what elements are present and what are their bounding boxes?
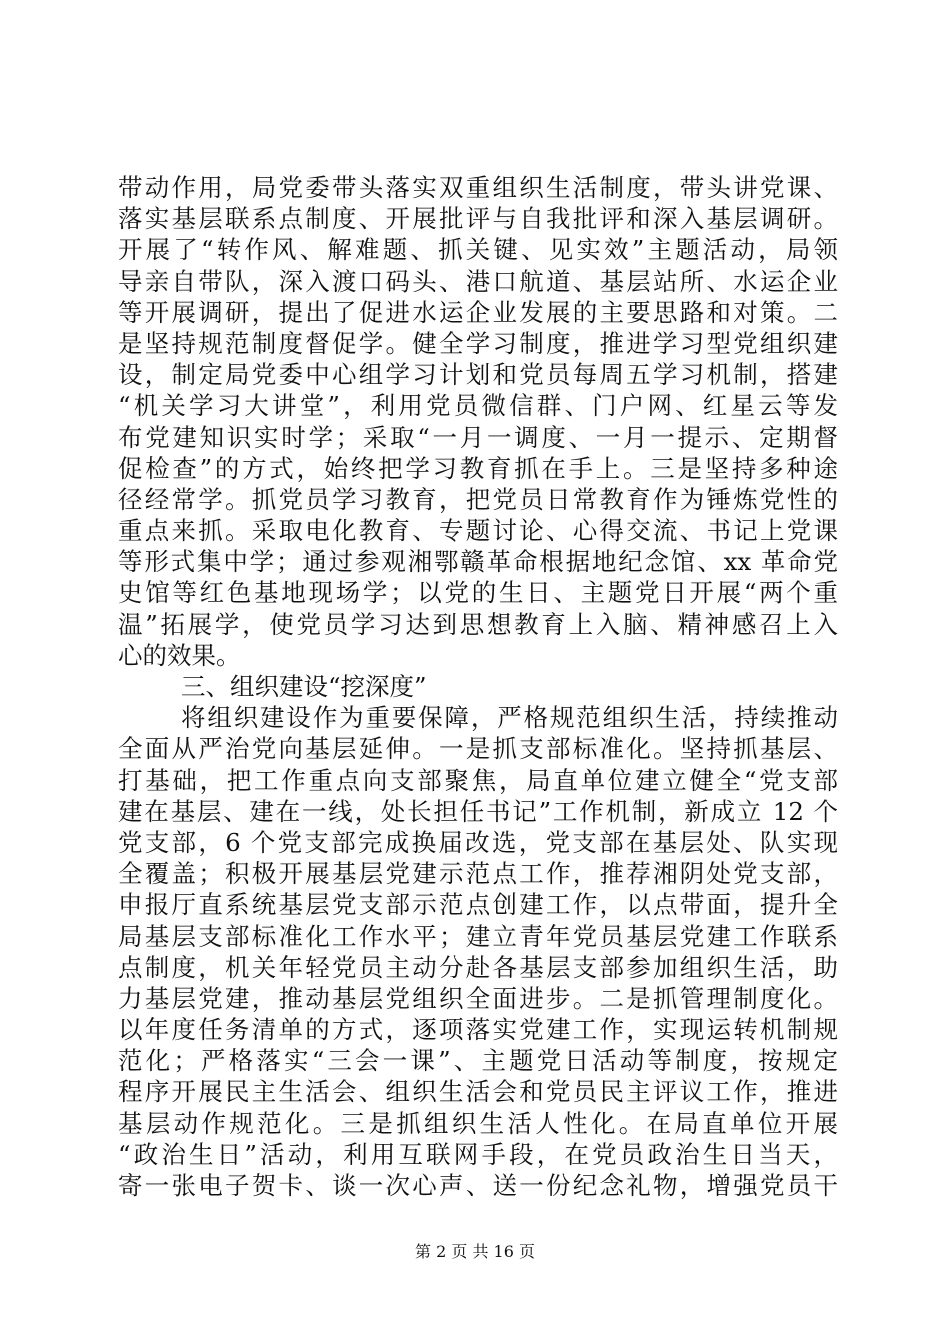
text-line: 心的效果。 (118, 640, 241, 670)
text-line: 布党建知识实时学；采取“一月一调度、一月一提示、定期督 (118, 422, 838, 452)
page-footer: 第 2 页 共 16 页 (415, 1242, 535, 1261)
text-line: 程序开展民主生活会、组织生活会和党员民主评议工作，推进 (118, 1077, 838, 1107)
text-line: 力基层党建，推动基层党组织全面进步。二是抓管理制度化。 (118, 983, 838, 1013)
text-line: 落实基层联系点制度、开展批评与自我批评和深入基层调研。 (118, 204, 838, 234)
text-line: 建在基层、建在一线，处长担任书记”工作机制，新成立 12 个 (118, 796, 838, 826)
text-line: 重点来抓。采取电化教育、专题讨论、心得交流、书记上党课 (118, 516, 838, 546)
text-line: 寄一张电子贺卡、谈一次心声、送一份纪念礼物，增强党员干 (118, 1171, 838, 1200)
text-line: 以年度任务清单的方式，逐项落实党建工作，实现运转机制规 (118, 1015, 838, 1045)
text-line: 导亲自带队，深入渡口码头、港口航道、基层站所、水运企业 (118, 266, 838, 296)
text-line: 促检查”的方式，始终把学习教育抓在手上。三是坚持多种途 (118, 453, 838, 483)
text-line: 全覆盖；积极开展基层党建示范点工作，推荐湘阴处党支部， (118, 859, 838, 889)
text-line: 全面从严治党向基层延伸。一是抓支部标准化。坚持抓基层、 (118, 734, 838, 764)
text-line: 范化；严格落实“三会一课”、主题党日活动等制度，按规定 (118, 1046, 838, 1076)
text-line: 带动作用，局党委带头落实双重组织生活制度，带头讲党课、 (118, 173, 838, 202)
text-line: 史馆等红色基地现场学；以党的生日、主题党日开展“两个重 (118, 578, 838, 608)
text-line: 设，制定局党委中心组学习计划和党员每周五学习机制，搭建 (118, 360, 838, 390)
text-line: 温”拓展学，使党员学习达到思想教育上入脑、精神感召上入 (118, 609, 838, 639)
text-line: 是坚持规范制度督促学。健全学习制度，推进学习型党组织建 (118, 328, 838, 358)
text-line: 等开展调研，提出了促进水运企业发展的主要思路和对策。二 (118, 297, 838, 327)
text-line: 将组织建设作为重要保障，严格规范组织生活，持续推动 (181, 703, 838, 733)
text-line: “机关学习大讲堂”，利用党员微信群、门户网、红星云等发 (118, 391, 838, 421)
text-line: 局基层支部标准化工作水平；建立青年党员基层党建工作联系 (118, 921, 838, 951)
text-line: 申报厅直系统基层党支部示范点创建工作，以点带面，提升全 (118, 890, 838, 920)
text-line: 开展了“转作风、解难题、抓关键、见实效”主题活动，局领 (118, 235, 838, 265)
text-line: 等形式集中学；通过参观湘鄂赣革命根据地纪念馆、xx 革命党 (118, 547, 838, 577)
text-line: “政治生日”活动，利用互联网手段，在党员政治生日当天， (118, 1139, 838, 1169)
text-line: 党支部，6 个党支部完成换届改选，党支部在基层处、队实现 (118, 827, 838, 857)
text-line: 基层动作规范化。三是抓组织生活人性化。在局直单位开展 (118, 1108, 838, 1138)
document-body (118, 172, 838, 1201)
text-line: 径经常学。抓党员学习教育，把党员日常教育作为锤炼党性的 (118, 484, 838, 514)
section-heading: 三、组织建设“挖深度” (181, 672, 427, 701)
text-line: 打基础，把工作重点向支部聚焦，局直单位建立健全“党支部 (118, 765, 838, 795)
text-line: 点制度，机关年轻党员主动分赴各基层支部参加组织生活，助 (118, 952, 838, 982)
